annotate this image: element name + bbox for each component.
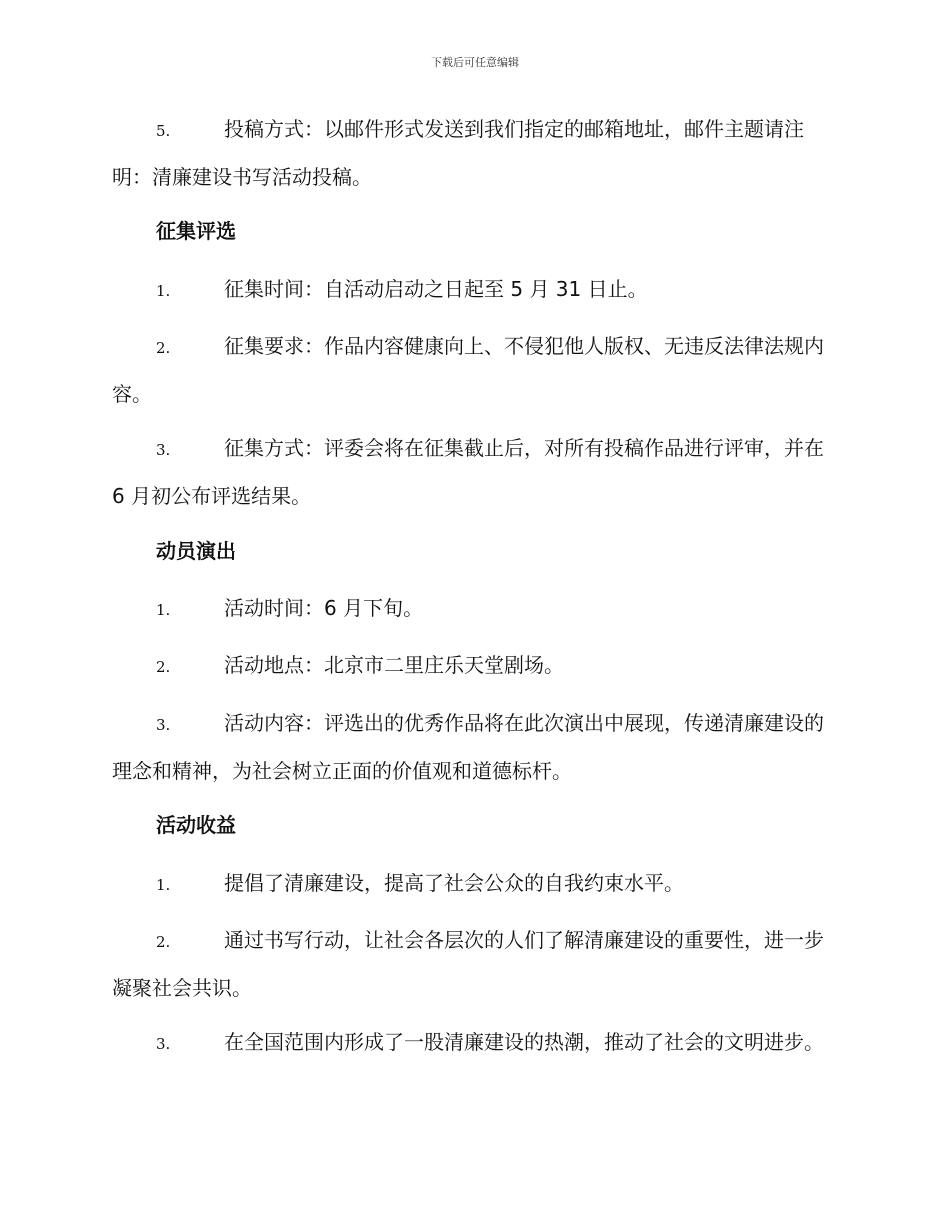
item-text: 通过书写行动，让社会各层次的人们了解清廉建设的重要性，进一步凝聚社会共识。 <box>112 928 824 1000</box>
item-text: 征集时间：自活动启动之日起至 5 月 31 日止。 <box>224 277 648 301</box>
performance-item-1 <box>112 585 834 633</box>
item-text: 征集方式：评委会将在征集截止后，对所有投稿作品进行评审，并在 6 月初公布评选结果。 <box>112 436 824 508</box>
benefits-item-3 <box>112 1019 834 1067</box>
item-text: 活动地点：北京市二里庄乐天堂剧场。 <box>224 653 564 677</box>
item-number: 3. <box>156 716 171 734</box>
item-number: 5. <box>156 122 171 140</box>
item-number: 2. <box>156 339 171 357</box>
item-text: 在全国范围内形成了一股清廉建设的热潮，推动了社会的文明进步。 <box>224 1030 824 1054</box>
page-header: 下载后可任意编辑 <box>431 56 519 69</box>
item-number: 3. <box>156 441 171 459</box>
item-text: 征集要求：作品内容健康向上、不侵犯他人版权、无违反法律法规内容。 <box>112 334 824 406</box>
item-number: 2. <box>156 933 171 951</box>
benefits-item-2 <box>112 917 834 1011</box>
collection-item-1 <box>112 266 834 314</box>
collection-item-2 <box>112 323 834 417</box>
item-number: 1. <box>156 601 171 619</box>
section-heading-benefits: 活动收益 <box>156 813 236 837</box>
item-text: 投稿方式：以邮件形式发送到我们指定的邮箱地址，邮件主题请注明：清廉建设书写活动投稿。 <box>112 117 804 189</box>
performance-item-3 <box>112 700 834 794</box>
section-heading-collection: 征集评选 <box>156 219 236 243</box>
item-text: 活动内容：评选出的优秀作品将在此次演出中展现，传递清廉建设的理念和精神，为社会树立正面的价值观和道德标杆。 <box>112 711 824 783</box>
item-text: 活动时间：6 月下旬。 <box>224 596 424 620</box>
benefits-item-1 <box>112 860 834 908</box>
submission-method-item <box>112 106 834 200</box>
item-text: 提倡了清廉建设，提高了社会公众的自我约束水平。 <box>224 871 684 895</box>
item-number: 3. <box>156 1035 171 1053</box>
section-heading-performance: 动员演出 <box>156 539 236 563</box>
item-number: 1. <box>156 876 171 894</box>
item-number: 1. <box>156 282 171 300</box>
performance-item-2 <box>112 642 834 690</box>
item-number: 2. <box>156 658 171 676</box>
collection-item-3 <box>112 425 834 519</box>
